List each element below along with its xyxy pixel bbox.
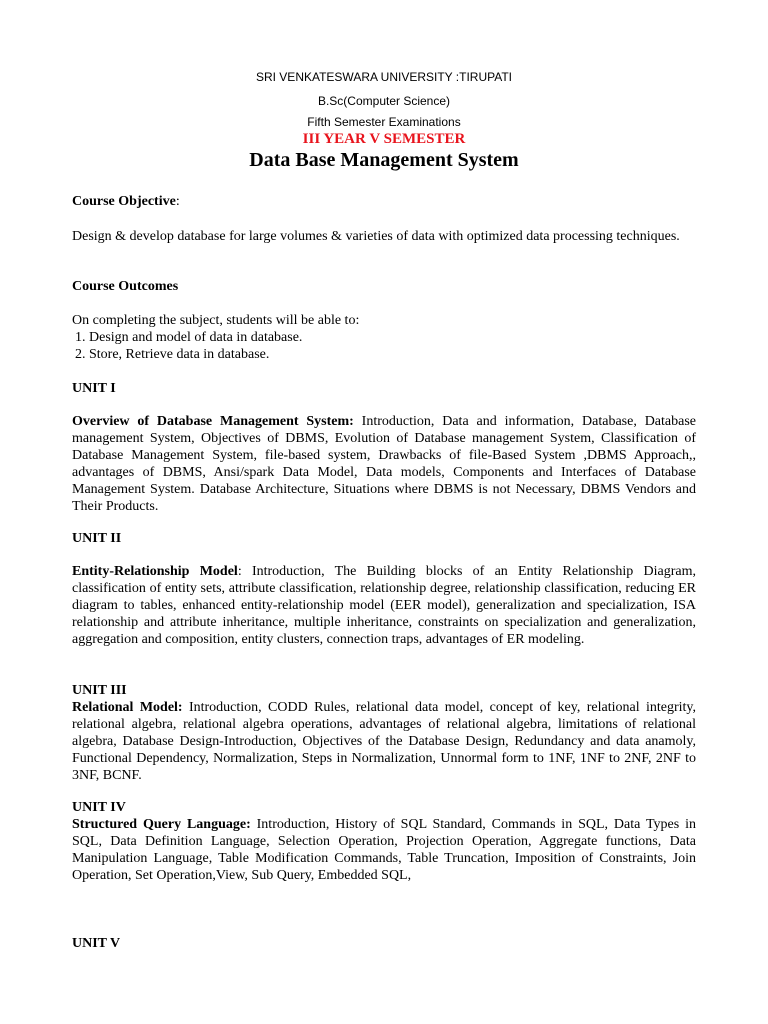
unit-5-title: UNIT V (72, 936, 121, 951)
year-semester: III YEAR V SEMESTER (302, 131, 466, 147)
outcome-item: 2. Store, Retrieve data in database. (75, 347, 270, 362)
program-name: B.Sc(Computer Science) (317, 94, 451, 108)
subject-title: Data Base Management System (249, 149, 519, 171)
outcome-item: 1. Design and model of data in database. (75, 330, 303, 345)
course-objective-text: Design & develop database for large volumes & varieties of data with optimized data processing techniques. (72, 229, 680, 244)
outcomes-intro: On completing the subject, students will be able to: (72, 313, 360, 328)
unit-2-title: UNIT II (72, 531, 122, 546)
unit-3-content: Relational Model: Introduction, CODD Rules, relational data model, concept of key, relational integrity, relational algebra, relational algebra operations, advantages of relational algebra, limitations of relational algebra, Database Design-Introduction, Objectives of the Database Design, Redundancy and data anamoly, Functional Dependency, Normalization, Steps in Normalization, Unnormal form to 1NF, 1NF to 2NF, 2NF to 3NF, BCNF. (72, 700, 696, 783)
unit-2-content: Entity-Relationship Model: Introduction, The Building blocks of an Entity Relationship Diagram, classification of entity sets, attribute classification, relationship degree, relationship classification, reducing ER diagram to tables, enhanced entity-relationship model (EER model), generalization and specialization, ISA relationship and attribute inheritance, multiple inheritance, constraints on specialization and generalization, aggregation and composition, entity clusters, connection traps, advantages of ER modeling. (72, 564, 696, 647)
unit-4-content: Structured Query Language: Introduction, History of SQL Standard, Commands in SQL, Data Types in SQL, Data Definition Language, Selection Operation, Projection Operation, Aggregate functions, Data Manipulation Language, Table Modification Commands, Table Truncation, Imposition of Constraints, Join Operation, Set Operation,View, Sub Query, Embedded SQL, (72, 817, 697, 883)
course-objective-heading: Course Objective: (72, 194, 180, 209)
course-outcomes-heading: Course Outcomes (72, 279, 179, 294)
unit-4-title: UNIT IV (72, 800, 126, 815)
unit-3-title: UNIT III (72, 683, 127, 698)
exam-name: Fifth Semester Examinations (307, 115, 461, 129)
university-name: SRI VENKATESWARA UNIVERSITY :TIRUPATI (255, 70, 513, 84)
unit-1-content: Overview of Database Management System: Introduction, Data and information, Database, Database management System, Objectives of DBMS, Evolution of Database management System, Classification of Database Management System, file-based system, Drawbacks of file-Based System ,DBMS Approach,, advantages of DBMS, Ansi/spark Data Model, Data models, Components and Interfaces of Database Management System. Database Architecture, Situations where DBMS is not Necessary, DBMS Vendors and Their Products. (72, 414, 696, 514)
unit-1-title: UNIT I (72, 381, 116, 396)
